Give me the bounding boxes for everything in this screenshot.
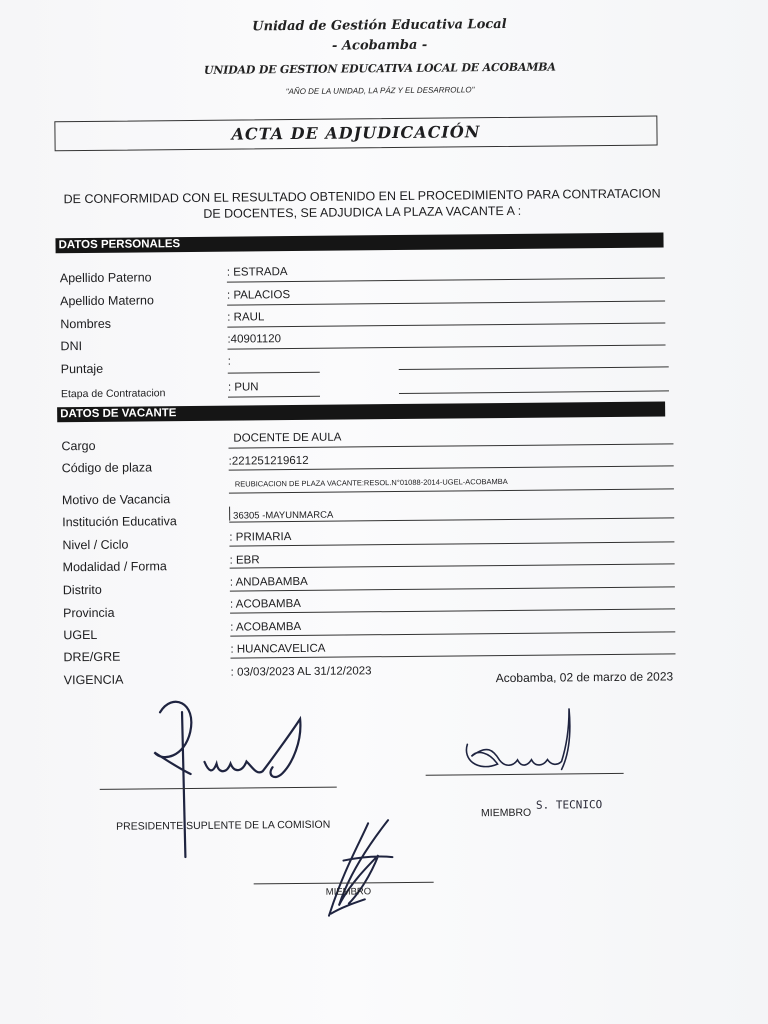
field-underline	[228, 344, 666, 349]
document-title: ACTA DE ADJUDICACIÓN	[231, 122, 481, 144]
intro-line2: DE DOCENTES, SE ADJUDICA LA PLAZA VACANTE A :	[203, 203, 522, 221]
member1-note: S. TECNICO	[535, 798, 603, 812]
field-underline-secondary	[399, 366, 669, 370]
field-tick	[229, 507, 230, 521]
header-motto: "AÑO DE LA UNIDAD, LA PÁZ Y EL DESARROLLO"	[285, 85, 475, 97]
member-signature	[457, 703, 588, 784]
president-label: PRESIDENTE SUPLENTE DE LA COMISION	[116, 818, 331, 833]
field-value: : PALACIOS	[226, 289, 291, 302]
field-value: DOCENTE DE AULA	[233, 431, 342, 445]
field-value: : HUANCAVELICA	[230, 642, 326, 656]
personal-section-bar	[55, 232, 663, 253]
field-value: : ANDABAMBA	[229, 575, 308, 589]
member1-label: MIEMBRO	[480, 806, 532, 820]
place-date: Acobamba, 02 de marzo de 2023	[495, 669, 674, 686]
field-label: Etapa de Contratacion	[60, 387, 166, 401]
field-label: Motivo de Vacancia	[61, 492, 171, 508]
field-label: Apellido Materno	[60, 293, 154, 309]
field-value: :221251219612	[228, 454, 309, 468]
personal-section-heading: DATOS PERSONALES	[58, 238, 181, 252]
field-label: Nivel / Ciclo	[62, 537, 129, 553]
field-value: : PUN	[227, 381, 259, 394]
field-underline	[228, 396, 320, 398]
field-value: : ESTRADA	[226, 266, 288, 279]
field-label: Cargo	[61, 438, 96, 454]
field-underline	[227, 300, 665, 305]
vacancy-section-bar	[57, 401, 665, 422]
field-value: : PRIMARIA	[229, 531, 292, 544]
intro-text	[57, 185, 667, 223]
field-value: : RAUL	[227, 311, 265, 324]
header-line2: - Acobamba -	[331, 37, 428, 54]
title-box	[54, 116, 657, 152]
field-label: VIGENCIA	[63, 672, 124, 688]
field-value: :40901120	[227, 333, 282, 346]
field-label: Apellido Paterno	[59, 270, 152, 286]
field-value: : EBR	[229, 554, 260, 567]
field-label: Nombres	[60, 316, 112, 332]
field-label: Puntaje	[60, 361, 104, 377]
field-value: : ACOBAMBA	[230, 620, 302, 634]
field-underline	[228, 372, 320, 374]
field-label: Código de plaza	[61, 460, 153, 476]
field-value: 36305 -MAYUNMARCA	[233, 509, 334, 522]
field-label: Distrito	[62, 582, 102, 598]
field-label: UGEL	[63, 627, 98, 643]
field-label: DNI	[60, 339, 83, 354]
member2-label: MIEMBRO	[325, 886, 372, 898]
header-line3: UNIDAD DE GESTION EDUCATIVA LOCAL DE ACOBAMBA	[203, 60, 556, 77]
field-label: DRE/GRE	[63, 649, 121, 665]
field-value: :	[227, 355, 231, 368]
field-underline	[229, 541, 674, 546]
field-underline	[228, 443, 673, 448]
field-label: Provincia	[63, 605, 115, 621]
field-value: : 03/03/2023 AL 31/12/2023	[230, 665, 372, 679]
field-label: Institución Educativa	[62, 514, 177, 530]
member2-signature	[308, 815, 409, 926]
vacancy-section-heading: DATOS DE VACANTE	[60, 407, 177, 421]
field-underline-secondary	[399, 390, 669, 394]
field-underline	[227, 322, 665, 327]
president-signature	[142, 691, 314, 863]
field-label: Modalidad / Forma	[62, 559, 167, 575]
intro-line1: DE CONFORMIDAD CON EL RESULTADO OBTENIDO EN EL PROCEDIMIENTO PARA CONTRATACION	[63, 186, 661, 207]
field-underline	[229, 488, 674, 493]
field-value: REUBICACION DE PLAZA VACANTE:RESOL.N°01088-2014-UGEL-ACOBAMBA	[234, 476, 508, 489]
field-underline	[230, 563, 675, 568]
field-underline	[227, 277, 665, 282]
header-line1: Unidad de Gestión Educativa Local	[252, 16, 507, 35]
field-value: : ACOBAMBA	[229, 597, 301, 611]
